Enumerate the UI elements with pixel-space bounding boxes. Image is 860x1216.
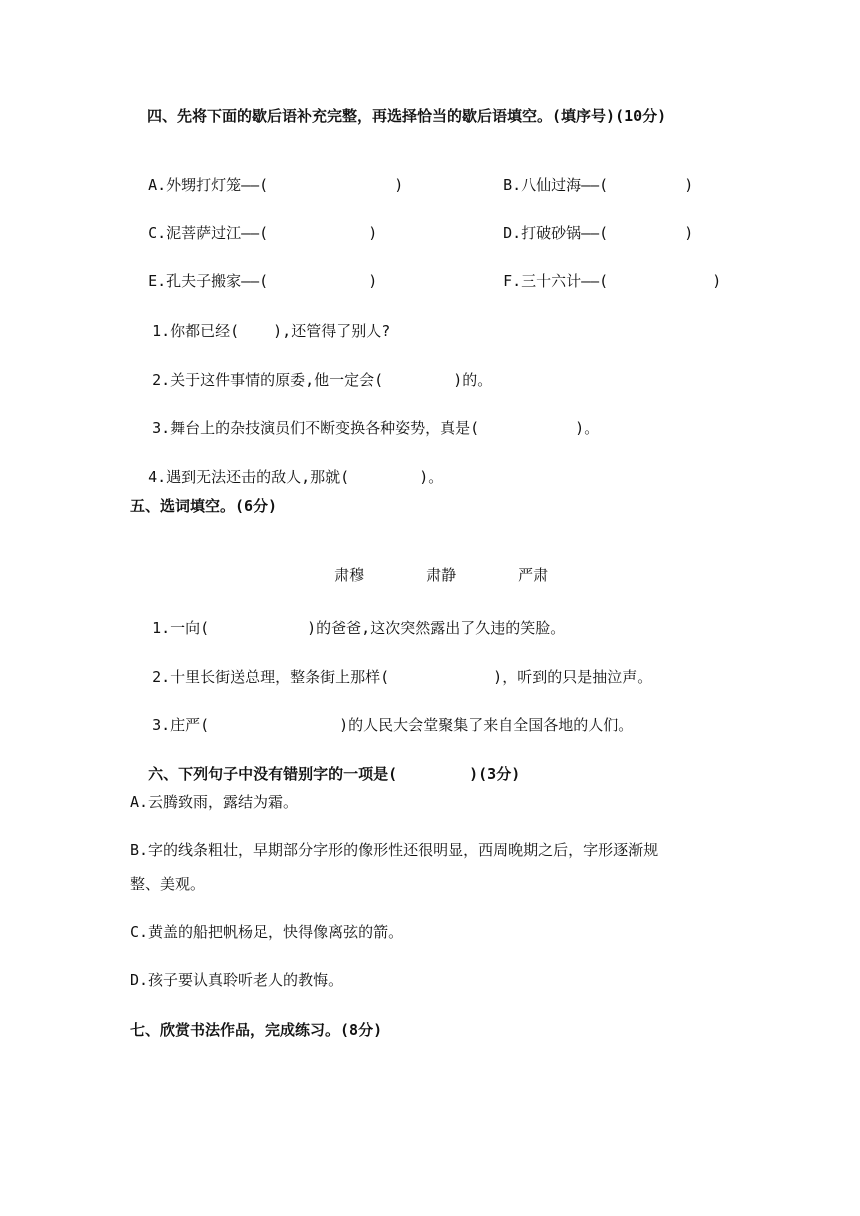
idiom-item-f [485,251,721,291]
section5-question-1-prefix: 1.一向( [152,619,210,637]
idiom-item-e-suffix: ) [368,272,378,290]
section6-option-c: C.黄盖的船把帆杨足，快得像离弦的箭。 [130,923,404,941]
section4-title: 四、先将下面的歇后语补充完整，再选择恰当的歇后语填空。(填序号)(10分) [147,107,667,125]
word-bank-word-1: 肃穆 [334,566,365,584]
word-bank [316,545,548,585]
section4-question-3-suffix: )。 [575,419,600,437]
section6-option-d: D.孩子要认真聆听老人的教悔。 [130,971,344,989]
word-bank-word-3: 严肃 [518,566,549,584]
idiom-item-e [130,251,377,291]
section4-question-1-prefix: 1.你都已经( [152,322,240,340]
idiom-item-a-suffix: ) [394,176,404,194]
section4-question-1 [134,301,390,341]
idiom-item-c [130,203,377,243]
section4-question-1-suffix: ),还管得了别人? [273,322,391,340]
section4-question-2 [134,350,492,390]
section6-option-a: A.云腾致雨，露结为霜。 [130,793,299,811]
section5-question-2-prefix: 2.十里长街送总理，整条街上那样( [152,668,390,686]
idiom-item-f-suffix: ) [712,272,722,290]
idiom-item-c-suffix: ) [368,224,378,242]
section6-option-b-continued: 整、美观。 [130,875,206,893]
section5-title: 五、选词填空。(6分) [130,497,278,515]
section5-question-3-suffix: )的人民大会堂聚集了来自全国各地的人们。 [339,716,634,734]
section4-question-4-prefix: 4.遇到无法还击的敌人,那就( [148,468,350,486]
idiom-item-f-prefix: F.三十六计——( [503,272,609,290]
section4-question-3 [134,398,599,438]
idiom-item-a [130,155,403,195]
idiom-item-e-prefix: E.孔夫子搬家——( [148,272,269,290]
section6-title-suffix: )(3分) [469,765,521,783]
section5-question-2-suffix: )，听到的只是抽泣声。 [493,668,653,686]
idiom-item-b-prefix: B.八仙过海——( [503,176,609,194]
section5-question-1 [134,598,565,638]
section4-question-3-prefix: 3.舞台上的杂技演员们不断变换各种姿势，真是( [152,419,480,437]
idiom-item-d-suffix: ) [684,224,694,242]
section7-title: 七、欣赏书法作品，完成练习。(8分) [130,1021,383,1039]
section6-title-prefix: 六、下列句子中没有错别字的一项是( [148,765,398,783]
section5-question-3 [134,695,633,735]
section5-question-1-suffix: )的爸爸,这次突然露出了久违的笑脸。 [307,619,566,637]
section5-question-3-prefix: 3.庄严( [152,716,210,734]
section5-question-2 [134,647,652,687]
idiom-item-d-prefix: D.打破砂锅——( [503,224,609,242]
section4-question-2-prefix: 2.关于这件事情的原委,他一定会( [152,371,384,389]
idiom-item-b [485,155,693,195]
idiom-item-b-suffix: ) [684,176,694,194]
idiom-item-c-prefix: C.泥菩萨过江——( [148,224,269,242]
section4-question-4 [130,447,443,487]
section6-option-b: B.字的线条粗壮，早期部分字形的像形性还很明显，西周晚期之后，字形逐渐规 [130,841,659,859]
idiom-item-d [485,203,693,243]
idiom-item-a-prefix: A.外甥打灯笼——( [148,176,269,194]
section6-title [130,744,520,784]
word-bank-word-2: 肃静 [426,566,457,584]
section4-question-2-suffix: )的。 [453,371,493,389]
section4-question-4-suffix: )。 [419,468,444,486]
